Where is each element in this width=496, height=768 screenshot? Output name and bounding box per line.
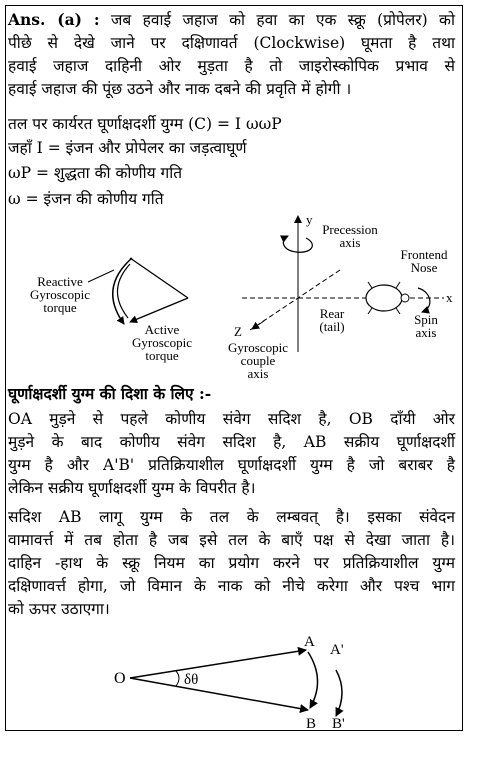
para2-line-4: दक्षिणावर्त्त होगा, जो विमान के नाक को नीचे करेगा और पश्च भाग [8, 577, 455, 595]
answer-label: Ans. (a) : [8, 10, 100, 29]
vector-oa [130, 650, 306, 678]
para2-line-1: सदिश AB लागू युग्म के तल के लम्बवत् है। इसका संवेदन [8, 508, 455, 526]
para2-line-2: वामावर्त्त में तब होता है जब इसे तल के बाएँ पक्ष से देखा जाता है। [8, 531, 455, 549]
point-a-prime-label: A' [330, 642, 344, 658]
angle-arc [176, 671, 179, 686]
aircraft-body [366, 285, 402, 311]
frontend-label-1: Frontend [400, 247, 448, 262]
active-torque-line-a [130, 258, 188, 298]
z-axis-label: Z [234, 324, 242, 339]
intro-line-1 [8, 10, 455, 30]
couple-label-3: axis [247, 366, 269, 380]
intro-line-4: हवाई जहाज की पूंछ उठने और नाक दबने की प्रवृति में होगी । [8, 80, 352, 98]
para1-line-4: लेकिन सक्रीय घूर्णाक्षदर्शी युग्म के विपरीत है। [8, 479, 256, 497]
reactive-label-3: torque [43, 300, 77, 315]
couple-label-2: couple [240, 353, 276, 368]
arc-ab [308, 652, 318, 708]
active-label-3: torque [145, 348, 179, 363]
active-label-2: Gyroscopic [132, 335, 192, 350]
aircraft-leg-1 [368, 282, 372, 288]
aircraft-leg-3 [368, 308, 372, 314]
couple-label-1: Gyroscopic [228, 340, 288, 355]
rear-label-2: (tail) [319, 319, 345, 334]
reactive-label-2: Gyroscopic [30, 287, 90, 302]
point-b-label: B [306, 716, 317, 730]
active-torque-line-b [130, 298, 188, 322]
point-a-label: A [304, 634, 315, 650]
aircraft-nose [401, 294, 409, 302]
point-o-label: O [114, 670, 126, 687]
rear-label-1: Rear [319, 306, 345, 321]
intro-line-2: पीछे से देखे जाने पर दक्षिणावर्त (Clockwise) घूमता है तथा [8, 34, 455, 52]
x-axis-label: x [446, 290, 453, 305]
formula-line-2: जहाँ I = इंजन और प्रोपेलर का जड़त्वाघूर्ण [8, 139, 247, 157]
section-heading: घूर्णाक्षदर्शी युग्म की दिशा के लिए :- [8, 384, 212, 403]
para2-line-5: को ऊपर उठाएगा। [8, 600, 110, 618]
arc-a-prime-b-prime [336, 670, 342, 716]
precession-label-2: axis [339, 235, 361, 250]
aircraft-leg-2 [396, 282, 400, 288]
intro-text-1: जब हवाई जहाज को हवा का एक स्क्रू (प्रोपेलर) को [110, 11, 455, 29]
gyroscope-diagram [6, 212, 462, 380]
z-axis-arrow [252, 321, 264, 329]
point-b-prime-label: B' [332, 716, 345, 730]
aircraft-leg-4 [396, 308, 400, 314]
formula-line-3: ωP = शुद्धता की कोणीय गति [8, 164, 183, 182]
intro-line-3: हवाई जहाज दाहिनी ओर मुड़ता है तो जाइरोस्कोपिक प्रभाव से [8, 57, 455, 75]
frontend-label-2: Nose [410, 260, 438, 275]
reactive-label-1: Reactive [37, 274, 83, 289]
precession-label-1: Precession [322, 222, 378, 237]
para1-line-1: OA मुड़ने से पहले कोणीय संवेग सदिश है, OB दाँयी ओर [8, 410, 455, 428]
formula-line-1: तल पर कार्यरत घूर्णाक्षदर्शी युग्म (C) = I ωωP [8, 115, 282, 133]
vector-ob [130, 678, 308, 710]
reactive-torque-arc [113, 258, 132, 324]
spin-label-1: Spin [414, 312, 438, 327]
y-axis-label: y [306, 212, 313, 227]
angle-label: δθ [184, 672, 199, 688]
para1-line-3: युग्म है और A'B' प्रतिक्रियाशील घूर्णाक्षदर्शी युग्म है जो बराबर है [8, 456, 455, 474]
para2-line-3: दाहिन -हाथ के स्क्रू नियम का प्रयोग करने पर प्रतिक्रियाशील युग्म [8, 554, 455, 572]
spin-label-2: axis [415, 325, 437, 340]
formula-line-4: ω = इंजन की कोणीय गति [8, 190, 164, 208]
spin-arrow [418, 288, 430, 312]
reactive-pointer [88, 270, 114, 282]
para1-line-2: मुड़ने के बाद कोणीय संवेग सदिश है, AB सक्रीय घूर्णाक्षदर्शी [8, 433, 455, 451]
vector-diagram [100, 630, 360, 730]
active-label-1: Active [144, 322, 180, 337]
